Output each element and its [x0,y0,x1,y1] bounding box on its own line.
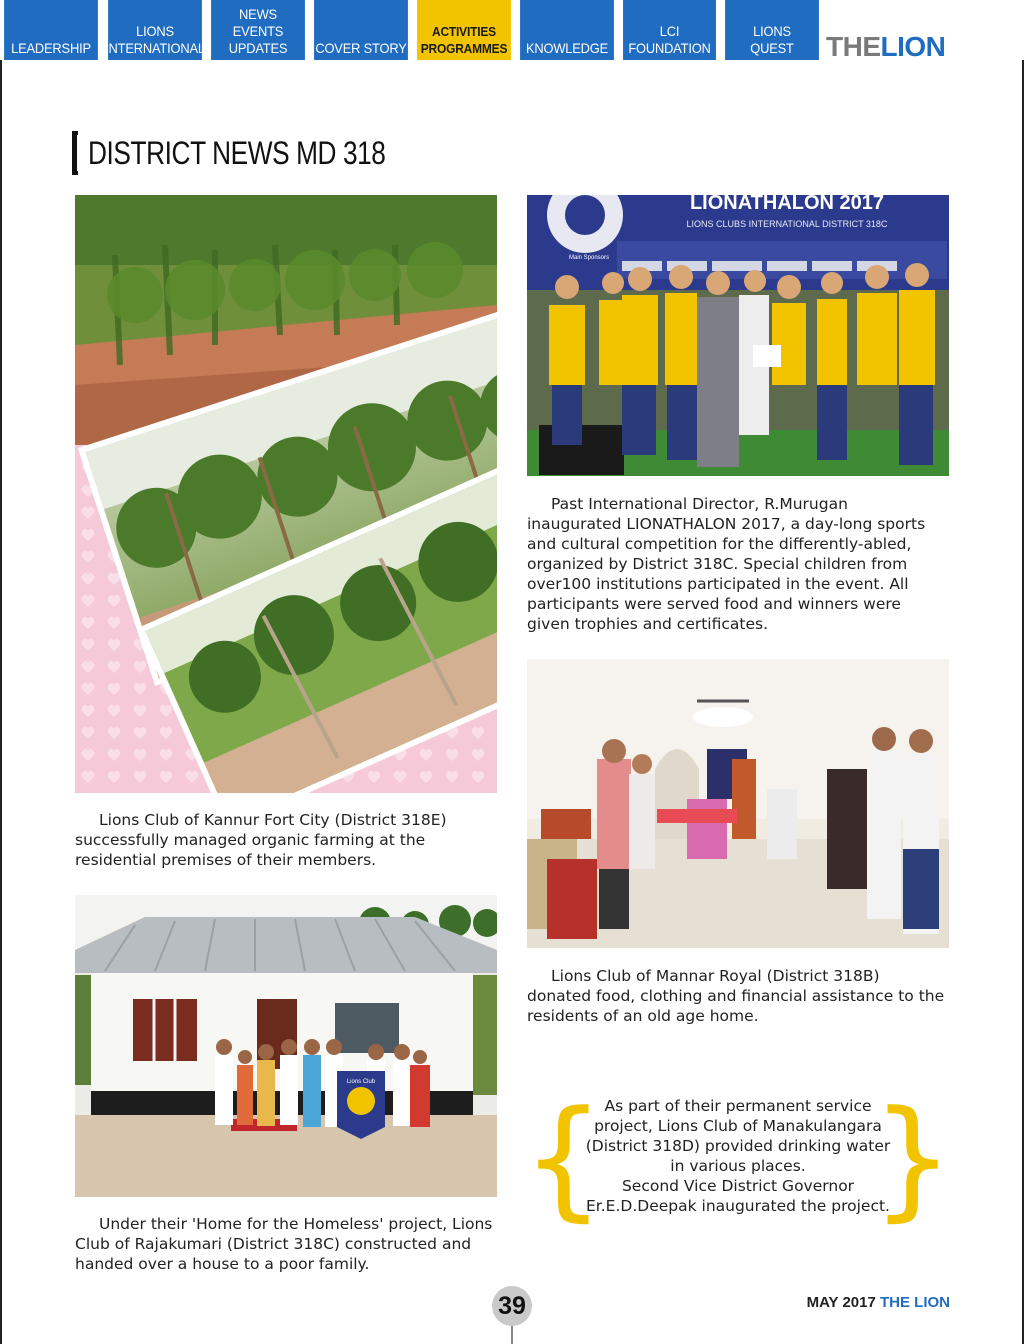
banner-club-text: Lions Club [346,1079,376,1085]
brand-the: THE [826,31,881,62]
quote-line: project, Lions Club of Manakulangara [594,1117,882,1135]
page-number: 39 [492,1286,532,1326]
quote-box-manakulangara [522,1082,954,1234]
banner-line-1: LIONS CLUBS INTERNATIONAL DISTRICT 318C [686,219,888,229]
quote-line: Second Vice District Governor [621,1177,855,1195]
caption-farming-text: Lions Club of Kannur Fort City (District 318E) successfully managed organic farming at the residential premises of their members. [75,811,447,869]
photo-old-age-home [527,659,949,948]
nav-tab-lci-foundation[interactable]: LCI FOUNDATION [623,0,716,60]
quote-line: Er.E.D.Deepak inaugurated the project. [586,1197,890,1215]
page-border-left [0,60,2,1344]
caption-lionathalon-text: Past International Director, R.Murugan inaugurated LIONATHALON 2017, a day-long sports and cultural competition for the differently-abled, organized by District 318C. Special children from over100 institutions participated in the event. All participants were served food and winners were given trophies and certificates. [527,495,926,633]
nav-tab-cover-story[interactable]: COVER STORY [314,0,408,60]
brand-lion: LION [880,31,946,62]
nav-tab-leadership[interactable]: LEADERSHIP [4,0,98,60]
caption-lionathalon [527,494,947,634]
page-number-line [511,1326,513,1344]
quote-text [578,1096,898,1216]
quote-line: (District 318D) provided drinking water [585,1137,891,1155]
photo-lionathalon [527,195,949,476]
photo-organic-farming [75,195,497,793]
section-title [72,130,451,176]
caption-mannar [527,966,947,1026]
banner-sponsors-label: Main Sponsors [569,255,610,261]
footer-date: MAY 2017 [806,1294,876,1311]
nav-tab-news-events-updates[interactable]: NEWS EVENTS UPDATES [211,0,305,60]
footer-brand: THE LION [880,1294,950,1311]
caption-homeless [75,1214,500,1274]
section-title-text: DISTRICT NEWS MD 318 [88,134,386,171]
nav-tab-activities-programmes[interactable]: ACTIVITIES PROGRAMMES [417,0,511,60]
title-bracket-icon [72,131,78,175]
top-navigation [0,0,1024,60]
quote-line: As part of their permanent service [604,1097,872,1115]
footer-issue [807,1294,950,1311]
caption-mannar-text: Lions Club of Mannar Royal (District 318B) donated food, clothing and financial assistance to the residents of an old age home. [527,967,945,1025]
nav-tab-lions-quest[interactable]: LIONS QUEST [725,0,819,60]
quote-line: in various places. [670,1157,806,1175]
nav-tab-knowledge[interactable]: KNOWLEDGE [520,0,614,60]
caption-farming [75,810,500,870]
banner-title: LIONATHALON 2017 [689,195,885,214]
magazine-brand [826,32,945,62]
nav-tab-lions-international[interactable]: LIONS INTERNATIONAL [108,0,202,60]
caption-homeless-text: Under their 'Home for the Homeless' project, Lions Club of Rajakumari (District 318C) constructed and handed over a house to a poor family. [75,1215,493,1273]
right-brace-icon: } [871,1082,954,1234]
photo-home-for-homeless [75,895,497,1197]
left-brace-icon: { [522,1082,605,1234]
